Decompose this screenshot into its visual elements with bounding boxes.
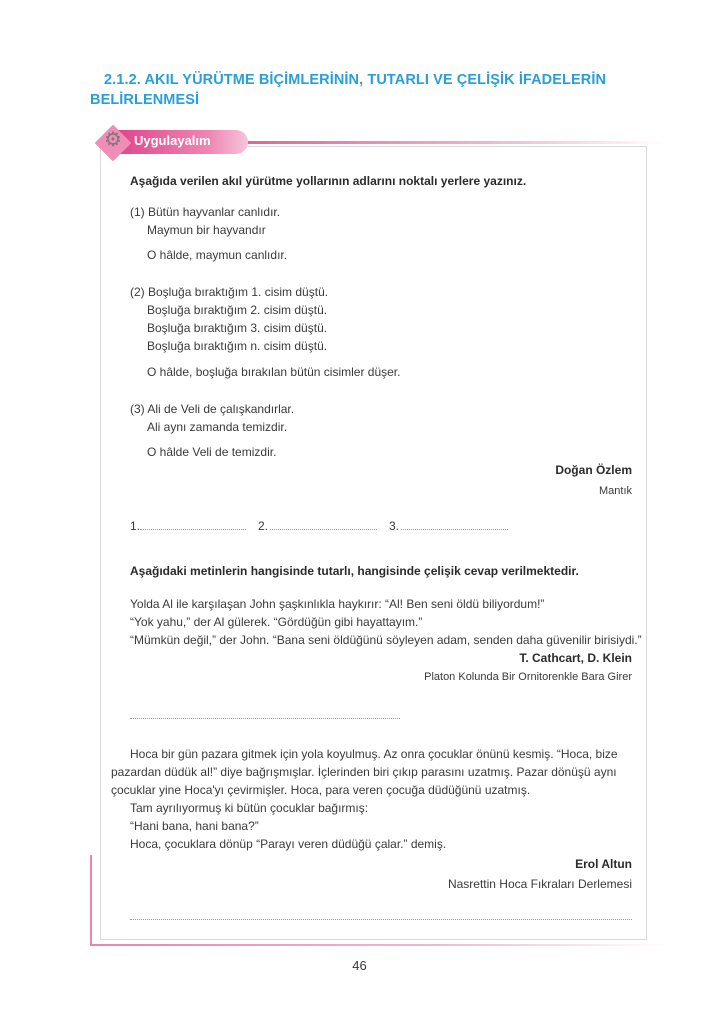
item1-line: (1) Bütün hayvanlar canlıdır. (130, 205, 281, 219)
answer-blank-2[interactable] (270, 529, 377, 530)
answer-blank-text2[interactable] (130, 919, 632, 920)
text2-line: “Hani bana, hani bana?” (130, 819, 259, 833)
badge-label: Uygulayalım (134, 133, 211, 148)
heading-line-2: BELİRLENMESİ (90, 92, 200, 108)
citation-author: Doğan Özlem (555, 463, 632, 477)
gear-icon: ⚙ (104, 129, 122, 151)
page-number: 46 (352, 958, 367, 973)
text2-line: çocuklar yine Hoca'yı çevirmişler. Hoca, para veren çocuğa düdüğünü uzatmış. (111, 783, 531, 797)
answer-label-2: 2. (258, 519, 269, 533)
item1-line: O hâlde, maymun canlıdır. (147, 248, 288, 262)
decorative-rule-left (90, 855, 92, 945)
answer-blank-3[interactable] (401, 529, 508, 530)
text2-line: Hoca bir gün pazara gitmek için yola koyulmuş. Az onra çocuklar önünü kesmiş. “Hoca, bize (130, 747, 618, 761)
item2-line: O hâlde, boşluğa bırakılan bütün cisimler düşer. (147, 365, 401, 379)
answer-blank-1[interactable] (140, 529, 246, 530)
item2-line: Boşluğa bıraktığım 3. cisim düştü. (147, 321, 328, 335)
citation-author: Erol Altun (575, 857, 632, 871)
answer-blank-text1[interactable] (130, 718, 400, 719)
text1-line: “Mümkün değil,” der John. “Bana seni öldüğünü söyleyen adam, senden daha güvenilir birisiydi.” (130, 633, 642, 647)
item2-line: Boşluğa bıraktığım n. cisim düştü. (147, 339, 328, 353)
item3-line: (3) Ali de Veli de çalışkandırlar. (130, 402, 295, 416)
item3-line: O hâlde Veli de temizdir. (147, 445, 277, 459)
item3-line: Ali aynı zamanda temizdir. (147, 420, 288, 434)
citation-source: Nasrettin Hoca Fıkraları Derlemesi (447, 877, 632, 891)
heading-line-1: 2.1.2. AKIL YÜRÜTME BİÇİMLERİNİN, TUTARLI VE ÇELİŞİK İFADELERİN (104, 72, 607, 88)
section-heading (90, 70, 610, 110)
decorative-rule (245, 141, 665, 144)
text2-line: Hoca, çocuklara dönüp “Parayı veren düdüğü çalar.” demiş. (130, 837, 447, 851)
item1-line: Maymun bir hayvandır (147, 223, 266, 237)
citation-source: Mantık (598, 485, 632, 497)
section-badge (96, 126, 252, 156)
item2-line: (2) Boşluğa bıraktığım 1. cisim düştü. (130, 285, 329, 299)
decorative-rule-bottom (90, 944, 670, 946)
text2-line: Tam ayrılıyormuş ki bütün çocuklar bağırmış: (130, 801, 369, 815)
text2-line: pazardan düdük al!” diye bağrışmışlar. İçlerinden biri çıkıp parasını uzatmış. Pazar dönüşü aynı (111, 765, 617, 779)
answer-label-3: 3. (389, 519, 400, 533)
citation-author: T. Cathcart, D. Klein (519, 651, 632, 665)
exercise2-instruction: Aşağıdaki metinlerin hangisinde tutarlı, hangisinde çelişik cevap verilmektedir. (130, 564, 579, 578)
text1-line: “Yok yahu,” der Al gülerek. “Gördüğün gibi hayattayım.” (130, 615, 423, 629)
text1-line: Yolda Al ile karşılaşan John şaşkınlıkla haykırır: “Al! Ben seni öldü biliyordum!” (130, 597, 545, 611)
answer-label-1: 1. (130, 519, 141, 533)
exercise1-instruction: Aşağıda verilen akıl yürütme yollarının adlarını noktalı yerlere yazınız. (130, 174, 527, 188)
item2-line: Boşluğa bıraktığım 2. cisim düştü. (147, 303, 328, 317)
citation-source: Platon Kolunda Bir Ornitorenkle Bara Girer (424, 671, 632, 683)
